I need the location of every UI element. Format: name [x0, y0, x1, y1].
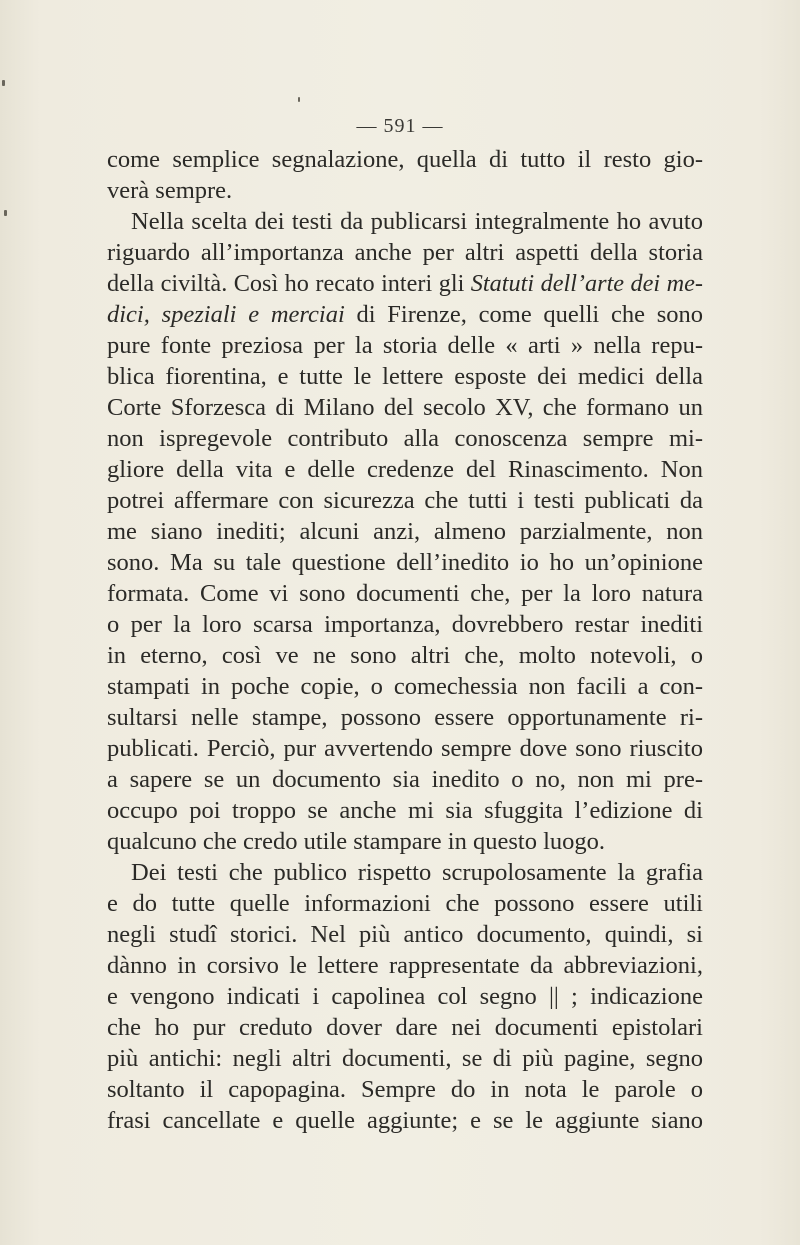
text-line: negli studî storici. Nel più antico documento, quindi, si	[107, 921, 703, 948]
text-line: soltanto il capopagina. Sempre do in nota le parole o	[107, 1076, 703, 1103]
text-line: sultarsi nelle stampe, possono essere opportunamente ri-	[107, 704, 703, 731]
text-line: gliore della vita e delle credenze del Rinascimento. Non	[107, 456, 703, 483]
text-line: come semplice segnalazione, quella di tutto il resto gio-	[107, 146, 703, 173]
text-line: riguardo all’importanza anche per altri aspetti della storia	[107, 239, 703, 266]
text-line: che ho pur creduto dover dare nei documenti epistolari	[107, 1014, 703, 1041]
text-line: dànno in corsivo le lettere rappresentate da abbreviazioni,	[107, 952, 703, 979]
text-line: non ispregevole contributo alla conoscenza sempre mi-	[107, 425, 703, 452]
text-line	[107, 268, 703, 299]
text-line: publicati. Perciò, pur avvertendo sempre dove sono riuscito	[107, 735, 703, 762]
italic-title: Statuti dell’arte dei me-	[470, 270, 703, 297]
text-line: a sapere se un documento sia inedito o no, non mi pre-	[107, 766, 703, 793]
text-line: stampati in poche copie, o comechessia non facili a con-	[107, 673, 703, 700]
text-line: occupo poi troppo se anche mi sia sfuggita l’edizione di	[107, 797, 703, 824]
italic-title: dici, speziali e merciai	[107, 301, 345, 328]
text-line: pure fonte preziosa per la storia delle « arti » nella repu-	[107, 332, 703, 359]
margin-mark	[4, 210, 7, 216]
text-line: blica fiorentina, e tutte le lettere esposte dei medici della	[107, 363, 703, 390]
text-line: sono. Ma su tale questione dell’inedito io ho un’opinione	[107, 549, 703, 576]
margin-mark	[2, 80, 5, 86]
body-text	[107, 144, 703, 1136]
text-line: me siano inediti; alcuni anzi, almeno parzialmente, non	[107, 518, 703, 545]
page-number: — 591 —	[356, 115, 444, 137]
text-line: Corte Sforzesca di Milano del secolo XV, che formano un	[107, 394, 703, 421]
text-line: più antichi: negli altri documenti, se di più pagine, segno	[107, 1045, 703, 1072]
text-line: in eterno, così ve ne sono altri che, molto notevoli, o	[107, 642, 703, 669]
text-line: e vengono indicati i capolinea col segno || ; indicazione	[107, 983, 703, 1010]
text-line: o per la loro scarsa importanza, dovrebbero restar inediti	[107, 611, 703, 638]
text-run: della civiltà. Così ho recato interi gli	[107, 270, 471, 297]
text-line: verà sempre.	[107, 177, 233, 204]
text-line: potrei affermare con sicurezza che tutti i testi publicati da	[107, 487, 703, 514]
text-line: Nella scelta dei testi da publicarsi integralmente ho avuto	[131, 208, 703, 235]
text-run: di Firenze, come quelli che sono	[344, 301, 703, 328]
text-line: formata. Come vi sono documenti che, per la loro natura	[107, 580, 703, 607]
text-line	[107, 299, 703, 330]
text-line: qualcuno che credo utile stampare in questo luogo.	[107, 828, 606, 855]
text-line: Dei testi che publico rispetto scrupolosamente la grafia	[131, 859, 703, 886]
text-line: e do tutte quelle informazioni che possono essere utili	[107, 890, 703, 917]
margin-mark	[298, 97, 300, 102]
text-line: frasi cancellate e quelle aggiunte; e se le aggiunte siano	[107, 1107, 703, 1134]
